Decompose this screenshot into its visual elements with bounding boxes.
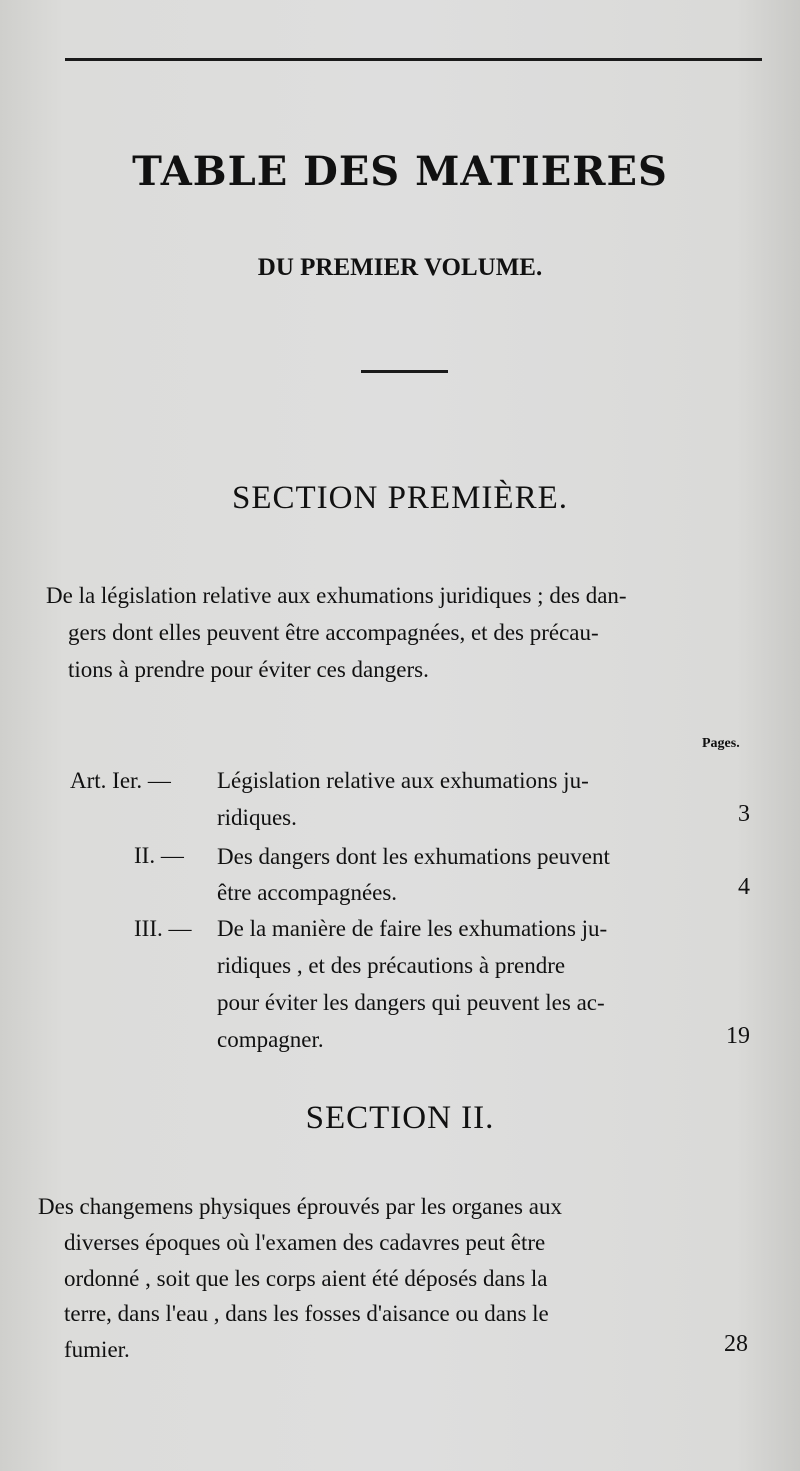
page-subtitle: DU PREMIER VOLUME. [257, 254, 543, 281]
article-2-label: II. — [134, 843, 184, 868]
article-1-line: ridiques. [217, 805, 297, 830]
article-1-line: Législation relative aux exhumations ju- [217, 768, 589, 793]
article-2-line: être accompagnées. [217, 880, 398, 905]
article-2-line: Des dangers dont les exhumations peuvent [217, 844, 610, 869]
section-2-description-line: diverses époques où l'examen des cadavres peut être [64, 1230, 546, 1255]
article-3-line: pour éviter les dangers qui peuvent les ac- [217, 990, 605, 1015]
article-2-page-number: 4 [738, 874, 750, 900]
pages-column-label: Pages. [702, 736, 740, 751]
section-2-description-line: Des changemens physiques éprouvés par les organes aux [38, 1194, 562, 1219]
section-2-page-number: 28 [724, 1331, 748, 1357]
article-3-line: De la manière de faire les exhumations ju- [217, 916, 608, 941]
section-2-description-line: fumier. [64, 1337, 130, 1362]
top-rule [65, 58, 762, 61]
article-1-label: Art. Ier. — [70, 768, 171, 793]
article-3-line: ridiques , et des précautions à prendre [217, 953, 566, 978]
section-2-heading: SECTION II. [305, 1100, 495, 1136]
section-2-description-line: terre, dans l'eau , dans les fosses d'aisance ou dans le [64, 1301, 549, 1326]
article-1-page-number: 3 [738, 801, 750, 827]
article-3-label: III. — [134, 916, 192, 941]
page-title: TABLE DES MATIERES [132, 148, 668, 195]
section-2-description-line: ordonné , soit que les corps aient été déposés dans la [64, 1266, 548, 1291]
section-1-description-line: gers dont elles peuvent être accompagnées, et des précau- [68, 620, 599, 645]
section-1-description-line: tions à prendre pour éviter ces dangers. [68, 657, 429, 682]
section-1-heading: SECTION PREMIÈRE. [231, 480, 568, 516]
article-3-line: compagner. [217, 1027, 324, 1052]
divider-rule [361, 370, 448, 373]
article-3-page-number: 19 [726, 1023, 750, 1049]
section-1-description-line: De la législation relative aux exhumations juridiques ; des dan- [46, 583, 627, 608]
